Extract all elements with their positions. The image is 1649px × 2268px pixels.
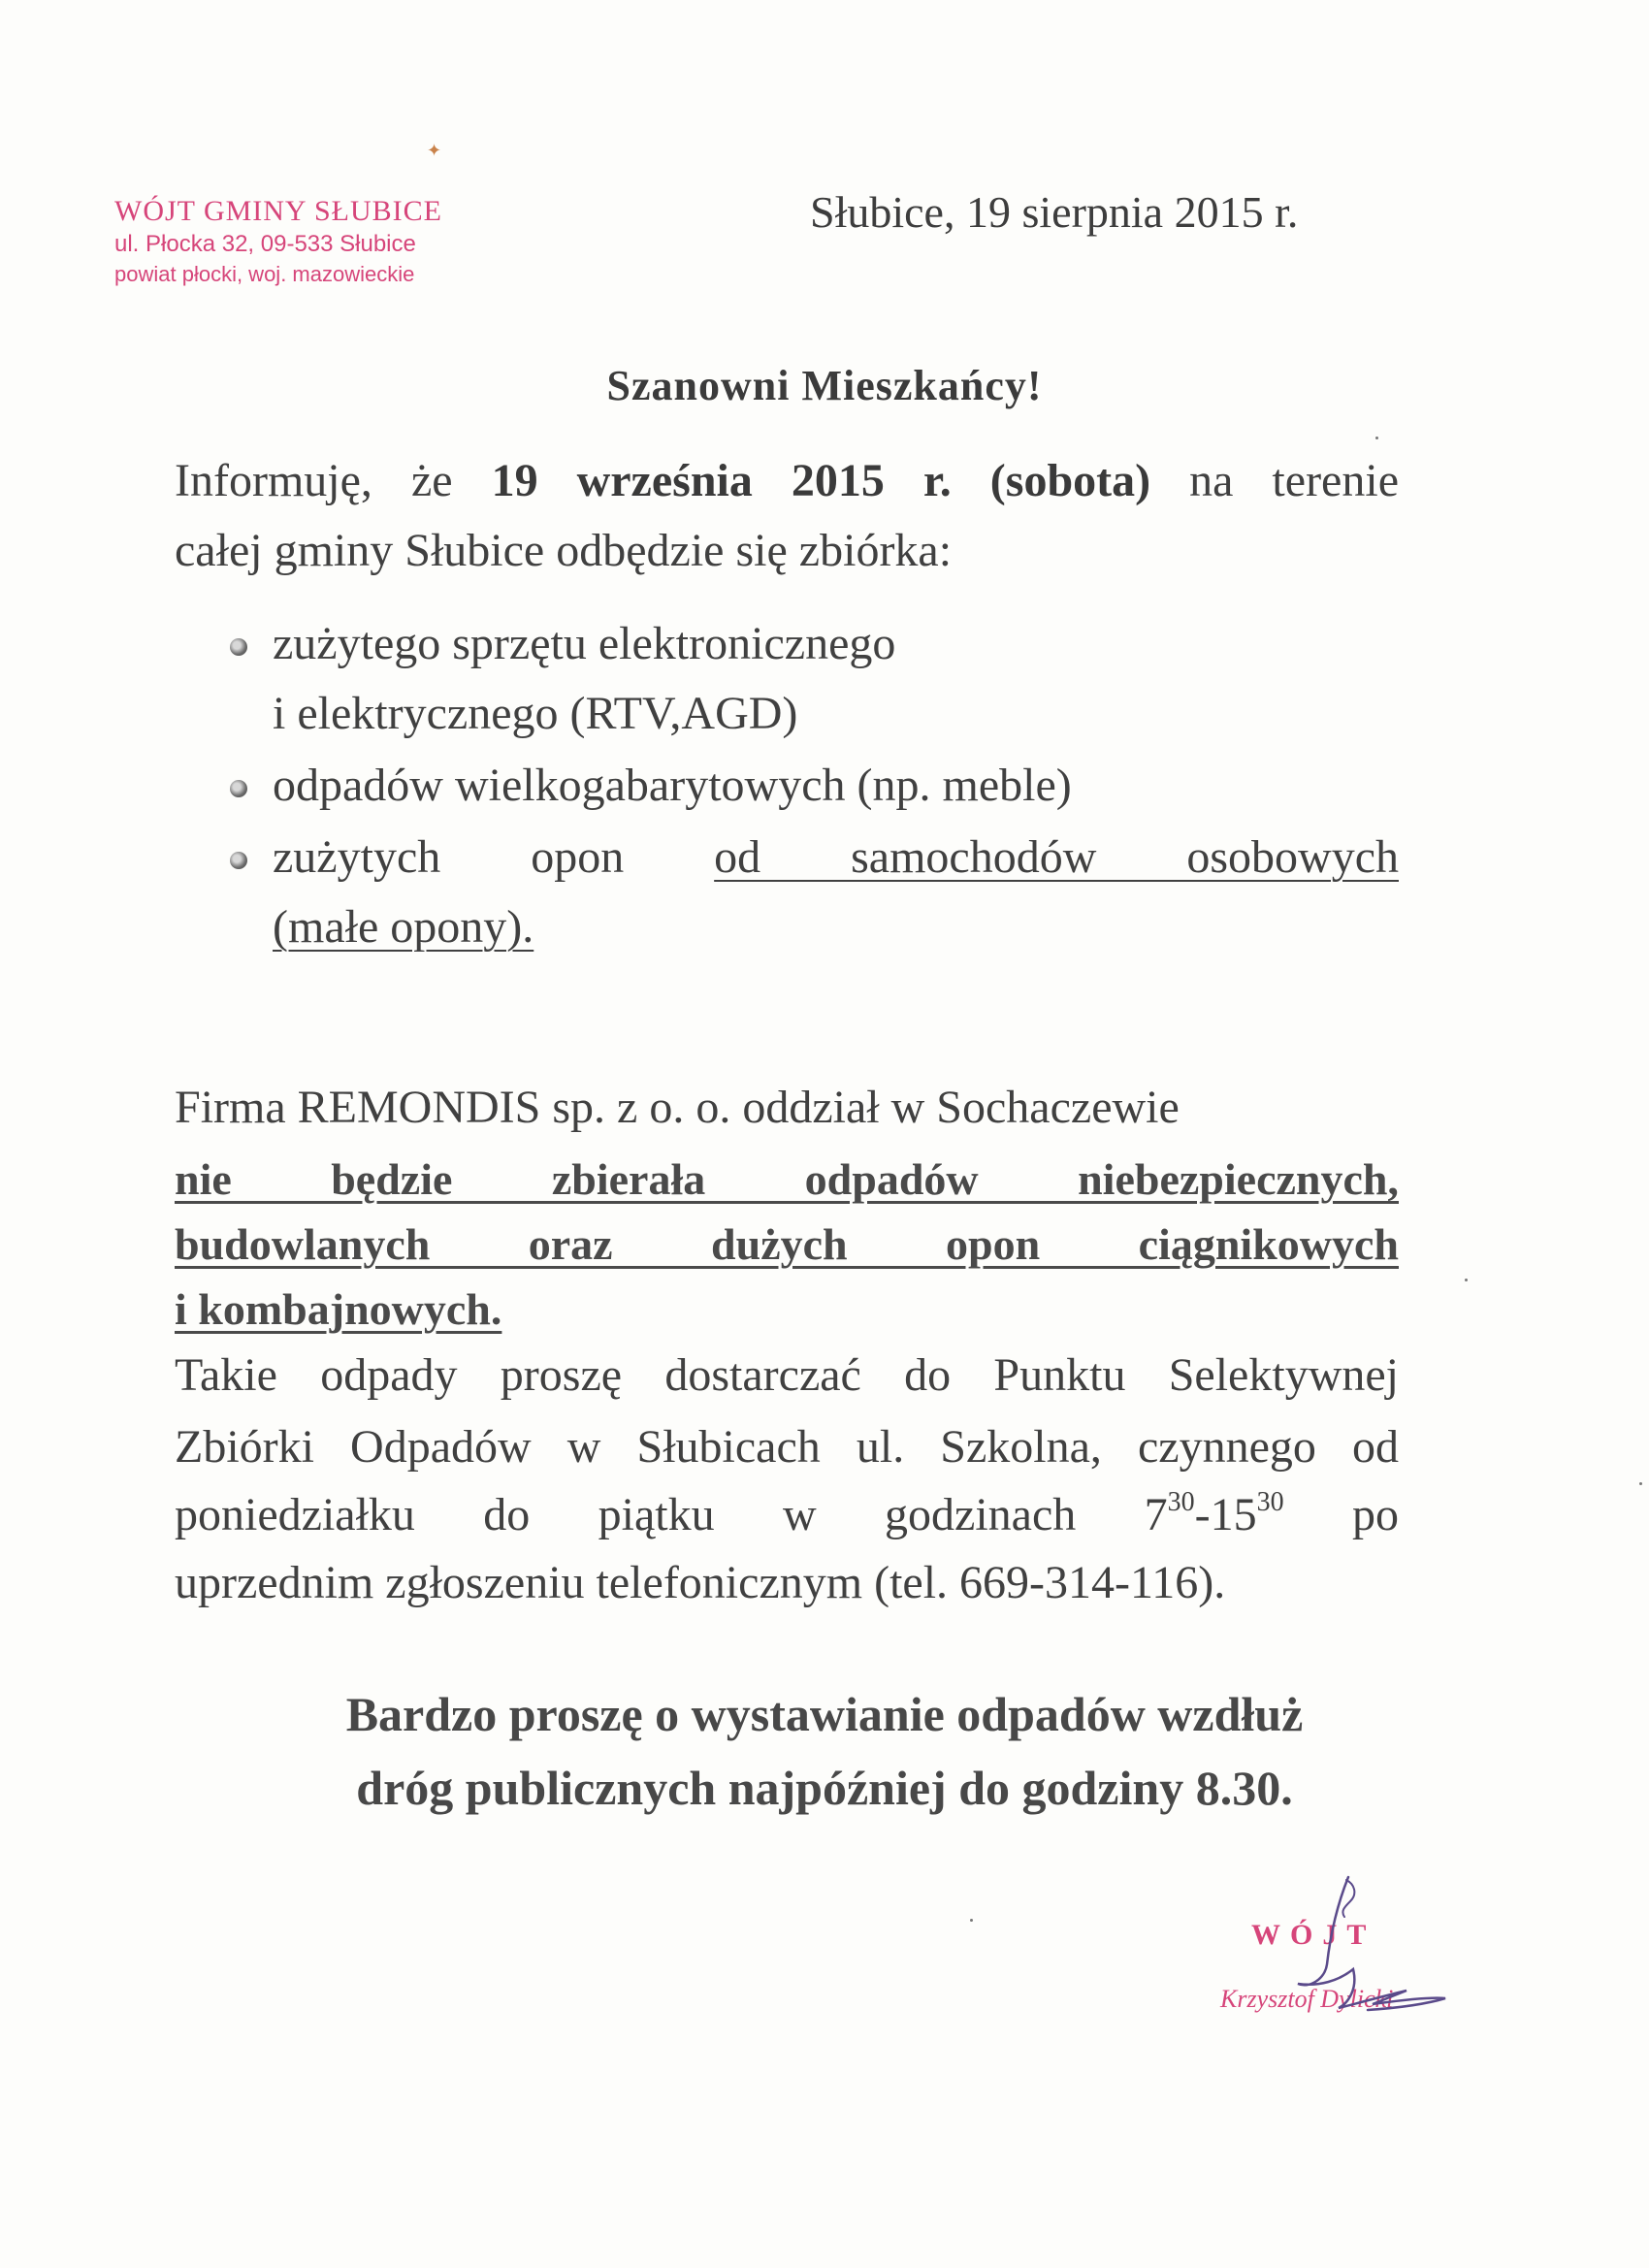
list-item-3-prefix: zużytych opon bbox=[273, 831, 715, 883]
collection-list bbox=[218, 609, 1399, 962]
signature-title: WÓJT bbox=[1251, 1919, 1376, 1951]
stamp-line-1: WÓJT GMINY SŁUBICE bbox=[114, 195, 442, 227]
info-line-1: Takie odpady proszę dostarczać do Punktu Selektywnej bbox=[175, 1349, 1399, 1401]
salutation: Szanowni Mieszkańcy! bbox=[606, 362, 1043, 409]
office-stamp bbox=[114, 194, 502, 289]
list-item-3-line-1 bbox=[273, 823, 1399, 892]
ink-mark: ✦ bbox=[427, 141, 442, 160]
info-line-4: uprzednim zgłoszeniu telefonicznym (tel. 669-314-116). bbox=[175, 1557, 1226, 1608]
list-item-3-line-2 bbox=[273, 892, 1399, 962]
warning-line-1: nie będzie zbierała odpadów niebezpiecznych, bbox=[175, 1154, 1399, 1204]
list-item-3-line-2-text: (małe opony). bbox=[273, 901, 534, 953]
time-dash: -15 bbox=[1194, 1489, 1257, 1540]
info-line-3 bbox=[175, 1482, 1399, 1548]
list-item-3-underlined: od samochodów osobowych bbox=[714, 831, 1399, 883]
list-item bbox=[218, 823, 1399, 962]
info-line-3-b: po bbox=[1283, 1489, 1400, 1540]
scan-speck bbox=[1375, 437, 1378, 439]
bullet-icon bbox=[230, 852, 247, 869]
time-sup-1: 30 bbox=[1167, 1487, 1195, 1517]
closing-line-1: Bardzo proszę o wystawianie odpadów wzdłuż bbox=[345, 1687, 1304, 1741]
handwritten-signature bbox=[1203, 1872, 1474, 2037]
info-line-3-a: poniedziałku do piątku w godzinach 7 bbox=[175, 1489, 1168, 1540]
scan-speck bbox=[970, 1919, 973, 1922]
stamp-line-3: powiat płocki, woj. mazowieckie bbox=[114, 262, 415, 286]
intro-date: 19 września 2015 r. (sobota) bbox=[491, 455, 1151, 506]
firma-line: Firma REMONDIS sp. z o. o. oddział w Sochaczewie bbox=[175, 1082, 1180, 1133]
signature-name: Krzysztof Dylicki bbox=[1220, 1985, 1394, 2013]
list-item-1-line-2: i elektrycznego (RTV,AGD) bbox=[273, 688, 798, 739]
time-sup-2: 30 bbox=[1256, 1487, 1284, 1517]
list-item bbox=[218, 609, 1399, 749]
place-date: Słubice, 19 sierpnia 2015 r. bbox=[810, 187, 1299, 237]
info-line-2: Zbiórki Odpadów w Słubicach ul. Szkolna, czynnego od bbox=[175, 1421, 1399, 1473]
intro-line-1 bbox=[175, 448, 1399, 514]
list-item-2: odpadów wielkogabarytowych (np. meble) bbox=[273, 760, 1072, 811]
intro-line-2: całej gminy Słubice odbędzie się zbiórka: bbox=[175, 525, 953, 576]
bullet-icon bbox=[230, 780, 247, 797]
list-item-1-line-1: zużytego sprzętu elektronicznego bbox=[273, 618, 896, 669]
stamp-line-2: ul. Płocka 32, 09-533 Słubice bbox=[114, 231, 416, 257]
closing-line-2: dróg publicznych najpóźniej do godziny 8.30. bbox=[356, 1761, 1293, 1815]
list-item bbox=[218, 751, 1399, 821]
warning-line-3: i kombajnowych. bbox=[175, 1284, 502, 1334]
intro-part-2: na terenie bbox=[1150, 455, 1399, 506]
scan-speck bbox=[1465, 1279, 1468, 1281]
scan-speck bbox=[1639, 1482, 1642, 1485]
warning-line-2: budowlanych oraz dużych opon ciągnikowych bbox=[175, 1219, 1399, 1269]
intro-part-1: Informuję, że bbox=[175, 455, 492, 506]
bullet-icon bbox=[230, 638, 247, 656]
